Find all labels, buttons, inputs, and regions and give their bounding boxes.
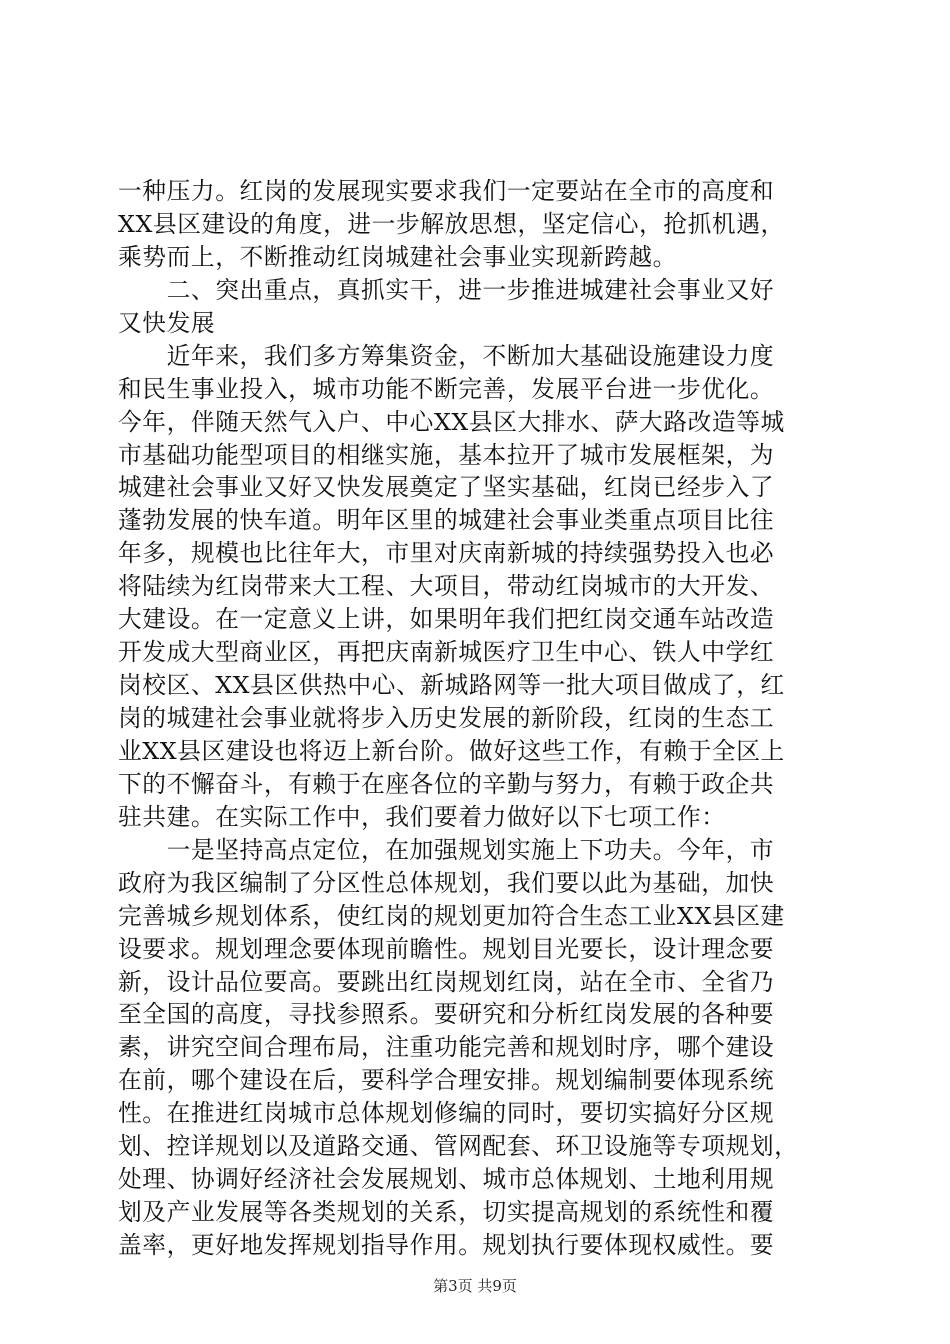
text-line: 乘势而上，不断推动红岗城建社会事业实现新跨越。 <box>118 242 677 271</box>
text-line: 盖率，更好地发挥规划指导作用。规划执行要体现权威性。要 <box>118 1231 775 1260</box>
text-line: 在前，哪个建设在后，要科学合理安排。规划编制要体现系统 <box>118 1066 775 1095</box>
text-line: 将陆续为红岗带来大工程、大项目，带动红岗城市的大开发、 <box>118 572 775 601</box>
text-line: 划及产业发展等各类规划的关系，切实提高规划的系统性和覆 <box>118 1198 775 1227</box>
text-line: 开发成大型商业区，再把庆南新城医疗卫生中心、铁人中学红 <box>118 638 775 667</box>
text-line: 驻共建。在实际工作中，我们要着力做好以下七项工作： <box>118 802 726 831</box>
text-line: 和民生事业投入，城市功能不断完善，发展平台进一步优化。 <box>118 374 775 403</box>
text-line: 处理、协调好经济社会发展规划、城市总体规划、土地利用规 <box>118 1165 775 1194</box>
text-line: 政府为我区编制了分区性总体规划，我们要以此为基础，加快 <box>118 868 775 897</box>
text-line: 新，设计品位要高。要跳出红岗规划红岗，站在全市、全省乃 <box>118 967 775 996</box>
text-line: 性。在推进红岗城市总体规划修编的同时，要切实搞好分区规 <box>118 1099 775 1128</box>
text-line: XX县区建设的角度，进一步解放思想，坚定信心，抢抓机遇， <box>118 209 785 238</box>
text-line: 今年，伴随天然气入户、中心XX县区大排水、萨大路改造等城 <box>118 407 785 436</box>
text-line: 年多，规模也比往年大，市里对庆南新城的持续强势投入也必 <box>118 539 775 568</box>
text-line: 蓬勃发展的快车道。明年区里的城建社会事业类重点项目比往 <box>118 506 775 535</box>
text-line: 近年来，我们多方筹集资金，不断加大基础设施建设力度 <box>118 341 775 370</box>
text-line: 下的不懈奋斗，有赖于在座各位的辛勤与努力，有赖于政企共 <box>118 769 775 798</box>
text-line: 划、控详规划以及道路交通、管网配套、环卫设施等专项规划， <box>118 1132 799 1161</box>
section-heading-line: 二、突出重点，真抓实干，进一步推进城建社会事业又好 <box>118 275 775 304</box>
text-line: 业XX县区建设也将迈上新台阶。做好这些工作，有赖于全区上 <box>118 736 785 765</box>
page-number-footer: 第3页 共9页 <box>433 1277 517 1295</box>
text-line: 城建社会事业又好又快发展奠定了坚实基础，红岗已经步入了 <box>118 473 775 502</box>
text-line: 一是坚持高点定位，在加强规划实施上下功夫。今年，市 <box>118 835 775 864</box>
text-line: 素，讲究空间合理布局，注重功能完善和规划时序，哪个建设 <box>118 1033 775 1062</box>
section-heading-line: 又快发展 <box>118 308 216 337</box>
text-line: 一种压力。红岗的发展现实要求我们一定要站在全市的高度和 <box>118 177 775 205</box>
text-line: 大建设。在一定意义上讲，如果明年我们把红岗交通车站改造 <box>118 605 775 634</box>
text-line: 设要求。规划理念要体现前瞻性。规划目光要长，设计理念要 <box>118 934 775 963</box>
text-line: 市基础功能型项目的相继实施，基本拉开了城市发展框架，为 <box>118 440 775 469</box>
text-line: 至全国的高度，寻找参照系。要研究和分析红岗发展的各种要 <box>118 1000 775 1029</box>
text-line: 岗校区、XX县区供热中心、新城路网等一批大项目做成了，红 <box>118 671 785 700</box>
text-line: 岗的城建社会事业就将步入历史发展的新阶段，红岗的生态工 <box>118 704 775 733</box>
text-line: 完善城乡规划体系，使红岗的规划更加符合生态工业XX县区建 <box>118 901 785 930</box>
